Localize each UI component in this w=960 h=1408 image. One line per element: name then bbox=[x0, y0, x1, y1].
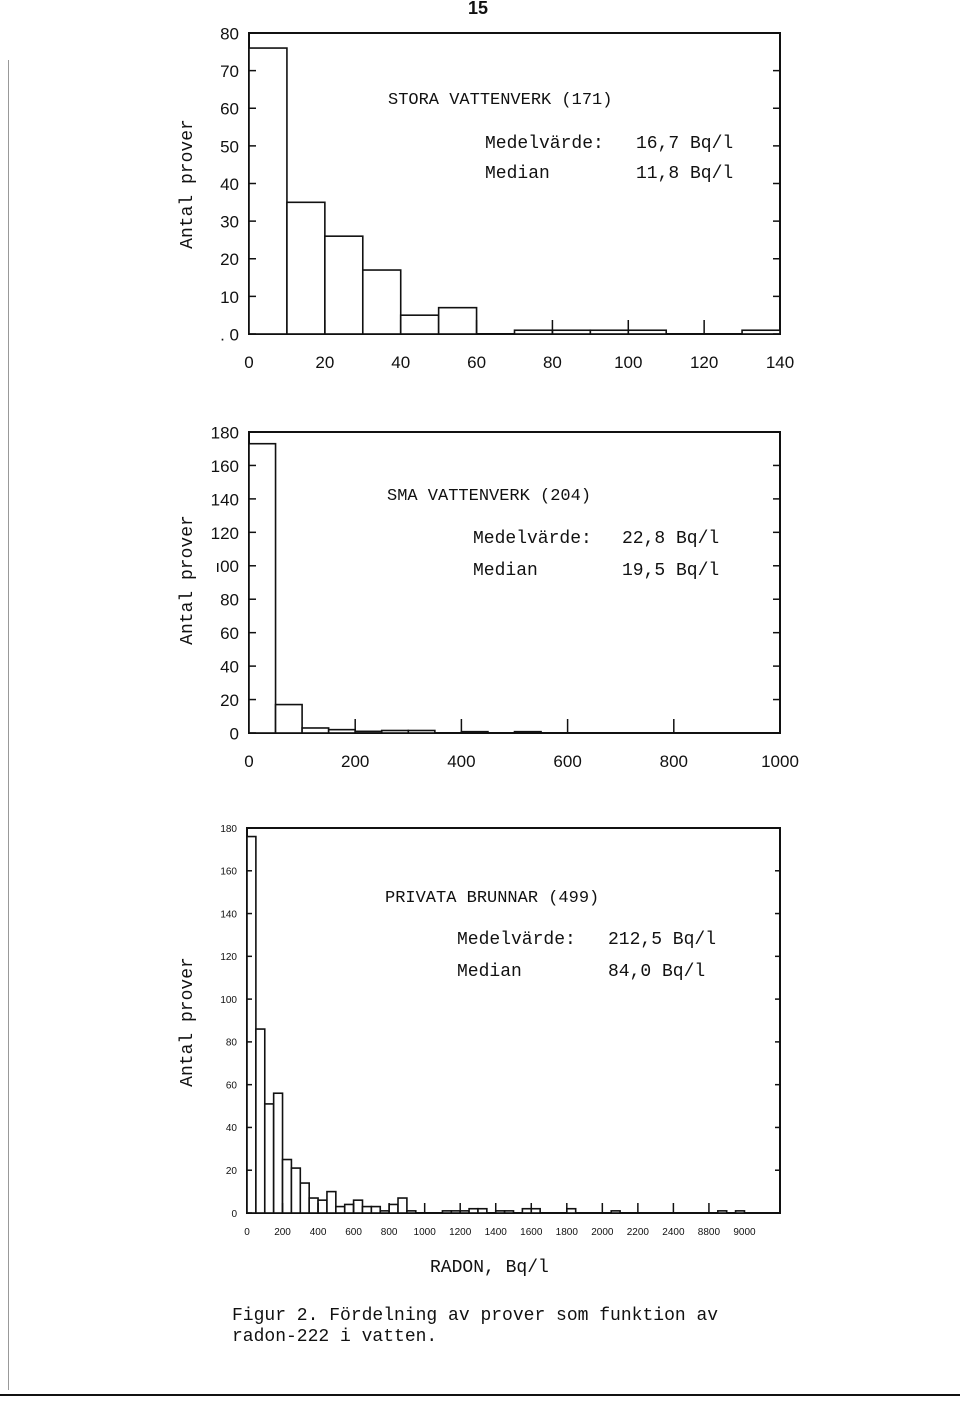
x-tick-label: 80 bbox=[542, 353, 562, 372]
histogram-bar bbox=[380, 1211, 389, 1213]
x-tick-label: 400 bbox=[447, 752, 476, 771]
x-tick-label: 200 bbox=[341, 752, 370, 771]
histogram-bar bbox=[505, 1211, 514, 1213]
y-tick-label: 20 bbox=[225, 1166, 237, 1178]
y-axis-label: Antal prover bbox=[178, 515, 198, 645]
figure-caption bbox=[232, 1306, 832, 1348]
y-tick-label: 50 bbox=[220, 137, 239, 157]
y-tick-label: 180 bbox=[210, 423, 239, 443]
y-tick-label: 100 bbox=[220, 994, 237, 1006]
histogram-bar bbox=[611, 1211, 620, 1213]
stat-value: 11,8 Bq/l bbox=[636, 164, 734, 184]
y-tick-label: 40 bbox=[225, 1123, 237, 1135]
x-tick-label: 100 bbox=[614, 353, 643, 372]
x-tick-label: 60 bbox=[467, 353, 487, 372]
x-tick-label: 1000 bbox=[761, 752, 799, 771]
histogram-bar bbox=[469, 1209, 478, 1213]
x-tick-label: 400 bbox=[309, 1227, 327, 1238]
histogram-bar bbox=[496, 1211, 505, 1213]
x-tick-label: 9000 bbox=[733, 1227, 756, 1238]
x-tick-label: 600 bbox=[553, 752, 582, 771]
x-tick-label: 800 bbox=[659, 752, 688, 771]
x-axis-label: RADON, Bq/l bbox=[430, 1258, 549, 1278]
x-tick-label: 1400 bbox=[484, 1227, 507, 1238]
histogram-bar bbox=[265, 1104, 274, 1213]
histogram-bar bbox=[362, 1207, 371, 1213]
histogram-bar bbox=[522, 1209, 531, 1213]
histogram-bar bbox=[407, 1211, 416, 1213]
x-tick-label: 0 bbox=[244, 353, 254, 372]
histogram-bar bbox=[442, 1211, 451, 1213]
y-tick-label: 60 bbox=[220, 99, 239, 119]
histogram-bar bbox=[345, 1204, 354, 1213]
x-tick-label: 140 bbox=[765, 353, 795, 372]
histogram-bar bbox=[460, 1211, 469, 1213]
histogram-bar bbox=[478, 1209, 487, 1213]
y-tick-label: 120 bbox=[210, 523, 239, 543]
x-tick-label: 1200 bbox=[449, 1227, 472, 1238]
y-axis-label: Antal prover bbox=[178, 119, 198, 249]
bottom-rule bbox=[0, 1394, 960, 1396]
histogram-bar bbox=[567, 1209, 576, 1213]
y-tick-label: . 0 bbox=[220, 325, 239, 345]
x-tick-label: 120 bbox=[689, 353, 719, 372]
y-tick-label: 120 bbox=[220, 952, 237, 964]
y-tick-label: 80 bbox=[225, 1037, 237, 1049]
histogram-bar bbox=[291, 1168, 300, 1213]
y-tick-label: 160 bbox=[220, 866, 237, 878]
histogram-bar bbox=[318, 1200, 327, 1213]
y-tick-label: 140 bbox=[210, 490, 239, 510]
x-tick-label: 600 bbox=[345, 1227, 362, 1238]
histogram-bar bbox=[256, 1029, 265, 1213]
y-tick-label: 10 bbox=[220, 287, 239, 307]
y-tick-label: 80 bbox=[220, 590, 239, 610]
stat-value: 22,8 Bq/l bbox=[622, 529, 720, 549]
y-tick-label: 80 bbox=[220, 24, 239, 44]
histogram-bar bbox=[451, 1211, 460, 1213]
caption-line-2: radon-222 i vatten. bbox=[232, 1327, 438, 1347]
histogram-bar bbox=[736, 1211, 745, 1213]
stat-value: 212,5 Bq/l bbox=[608, 930, 717, 950]
stat-value: 16,7 Bq/l bbox=[636, 134, 734, 154]
y-axis-label: Antal prover bbox=[178, 957, 198, 1087]
stat-label: Medelvärde: bbox=[485, 134, 604, 154]
histogram-bar bbox=[309, 1198, 318, 1213]
y-tick-label: 40 bbox=[220, 657, 239, 677]
y-tick-label: 60 bbox=[220, 624, 239, 644]
histogram-bar bbox=[531, 1209, 540, 1213]
y-tick-label: 20 bbox=[220, 250, 239, 270]
x-tick-label: 0 bbox=[244, 1227, 250, 1238]
y-tick-label: 20 bbox=[220, 691, 239, 711]
histogram-bar bbox=[300, 1183, 309, 1213]
x-tick-label: 1800 bbox=[555, 1227, 578, 1238]
histogram-bar bbox=[327, 1192, 336, 1213]
y-tick-label: 0 bbox=[231, 1208, 237, 1220]
stat-label: Median bbox=[485, 164, 550, 184]
histogram-bar bbox=[274, 1093, 283, 1213]
stat-label: Median bbox=[457, 962, 522, 982]
x-tick-label: 2000 bbox=[591, 1227, 614, 1238]
page-number: 15 bbox=[468, 0, 489, 18]
chart-title: SMA VATTENVERK (204) bbox=[387, 487, 592, 506]
y-tick-label: ı00 bbox=[215, 557, 239, 577]
histogram-bar bbox=[718, 1211, 727, 1213]
y-tick-label: 60 bbox=[225, 1080, 237, 1092]
x-tick-label: 2400 bbox=[662, 1227, 685, 1238]
y-tick-label: 180 bbox=[220, 823, 237, 835]
histogram-bar bbox=[336, 1207, 345, 1213]
y-tick-label: 160 bbox=[210, 456, 239, 476]
histogram-bar bbox=[398, 1198, 407, 1213]
histogram-bar bbox=[389, 1204, 398, 1213]
y-tick-label: 140 bbox=[220, 909, 237, 921]
y-tick-label: 70 bbox=[220, 62, 239, 82]
stat-label: Medelvärde: bbox=[457, 930, 576, 950]
stat-value: 84,0 Bq/l bbox=[608, 962, 706, 982]
plot-frame bbox=[247, 828, 780, 1213]
x-tick-label: 0 bbox=[244, 752, 254, 771]
x-tick-label: 1000 bbox=[413, 1227, 436, 1238]
x-tick-label: 8800 bbox=[697, 1227, 721, 1238]
histogram-bar bbox=[283, 1160, 292, 1213]
y-tick-label: 40 bbox=[220, 174, 239, 194]
histogram-bar bbox=[247, 837, 256, 1213]
x-tick-label: 20 bbox=[315, 353, 335, 372]
x-tick-label: 800 bbox=[380, 1227, 398, 1238]
y-tick-label: 0 bbox=[229, 724, 239, 744]
stat-label: Medelvärde: bbox=[473, 529, 592, 549]
x-tick-label: 40 bbox=[391, 353, 411, 372]
x-tick-label: 2200 bbox=[626, 1227, 649, 1238]
chart-title: PRIVATA BRUNNAR (499) bbox=[385, 889, 600, 908]
y-tick-label: 30 bbox=[220, 212, 239, 232]
histogram-bar bbox=[371, 1207, 380, 1213]
stat-value: 19,5 Bq/l bbox=[622, 561, 720, 581]
caption-line-1: Figur 2. Fördelning av prover som funktion av bbox=[232, 1306, 719, 1326]
stat-label: Median bbox=[473, 561, 538, 581]
x-tick-label: 200 bbox=[274, 1227, 291, 1238]
histogram-bar bbox=[354, 1200, 363, 1213]
x-tick-label: 1600 bbox=[520, 1227, 543, 1238]
chart-title: STORA VATTENVERK (171) bbox=[388, 91, 613, 110]
